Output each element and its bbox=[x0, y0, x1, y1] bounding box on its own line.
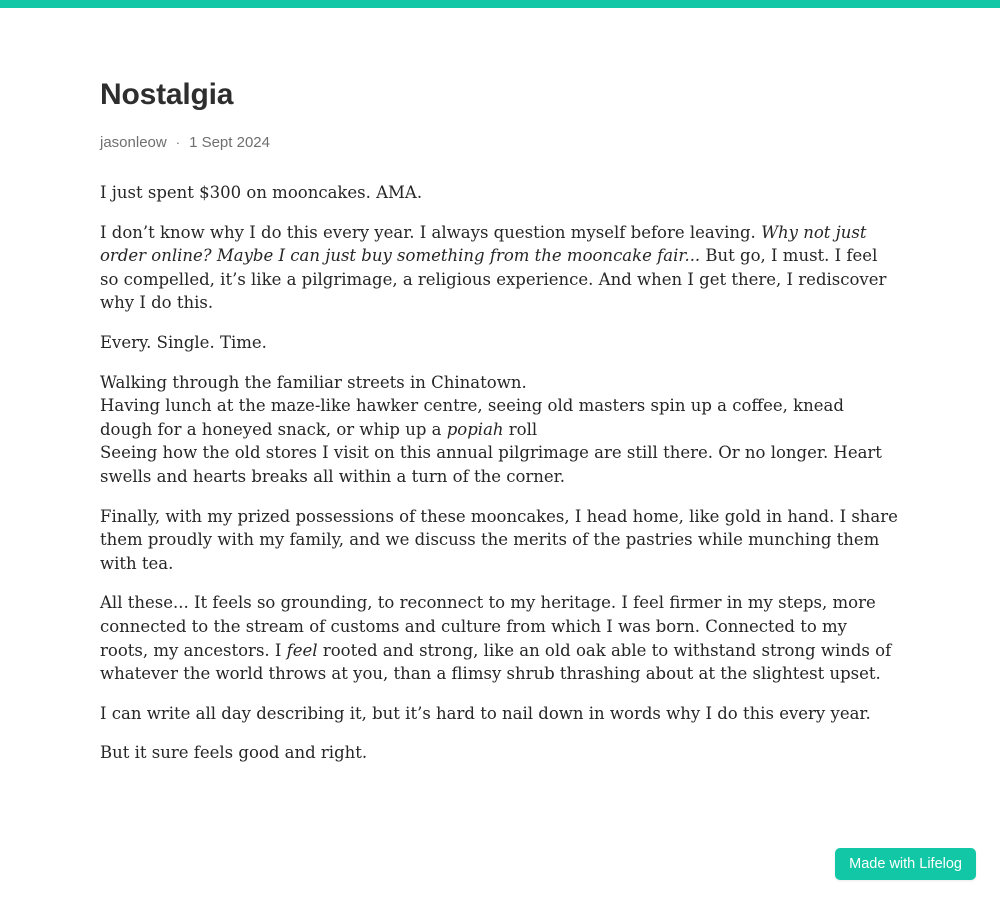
emphasized-text: popiah bbox=[446, 419, 504, 439]
made-with-lifelog-label: Made with Lifelog bbox=[849, 855, 962, 872]
text-segment: I just spent $300 on mooncakes. AMA. bbox=[100, 183, 423, 202]
made-with-lifelog-button[interactable] bbox=[835, 848, 976, 880]
emphasized-text: feel bbox=[286, 640, 318, 660]
text-segment: roll bbox=[503, 419, 538, 439]
post-title: Nostalgia bbox=[100, 78, 234, 111]
text-segment: Finally, with my prized possessions of these mooncakes, I head home, like gold in hand. I share them proudly with my family, and we discuss the merits of the pastries while munching them with tea. bbox=[100, 506, 898, 573]
text-segment: Seeing how the old stores I visit on this annual pilgrimage are still there. Or no longer. Heart swells and hearts breaks all within a turn of the corner. bbox=[100, 443, 882, 486]
post-paragraph bbox=[100, 181, 900, 205]
post-date: 1 Sept 2024 bbox=[189, 134, 270, 151]
emphasized-text: Why not just order online? Maybe I can just buy something from the mooncake fair... bbox=[100, 222, 867, 266]
post-paragraph bbox=[100, 221, 900, 315]
post-paragraph bbox=[100, 505, 900, 576]
text-segment: Walking through the familiar streets in Chinatown. bbox=[100, 372, 527, 392]
post-paragraph bbox=[100, 702, 900, 726]
text-segment: Every. Single. Time. bbox=[100, 332, 267, 352]
byline-separator: · bbox=[175, 135, 181, 150]
text-segment: But go, I must. I feel so compelled, it’s like a pilgrimage, a religious experience. And when I get there, I rediscover why I do this. bbox=[100, 246, 887, 313]
text-segment: All these... It feels so grounding, to reconnect to my heritage. I feel firmer in my steps, more connected to the stream of customs and culture from which I was born. Connected to my roots, my ancestors. I bbox=[100, 593, 876, 660]
byline bbox=[100, 134, 900, 151]
post-container bbox=[97, 78, 903, 901]
post-paragraph bbox=[100, 741, 900, 765]
post-body bbox=[100, 181, 900, 901]
post-paragraph bbox=[100, 331, 900, 355]
top-accent-bar bbox=[0, 0, 1000, 8]
text-segment: rooted and strong, like an old oak able to withstand strong winds of whatever the world throws at you, than a flimsy shrub thrashing about at the slightest upset. bbox=[100, 640, 892, 684]
text-segment: I can write all day describing it, but it’s hard to nail down in words why I do this every year. bbox=[100, 703, 871, 723]
post-paragraph bbox=[100, 371, 900, 489]
author-link[interactable]: jasonleow bbox=[100, 134, 167, 151]
text-segment: I don’t know why I do this every year. I always question myself before leaving. bbox=[100, 222, 762, 242]
text-segment: But it sure feels good and right. bbox=[100, 743, 368, 763]
post-paragraph bbox=[100, 591, 900, 685]
text-segment: Having lunch at the maze-like hawker centre, seeing old masters spin up a coffee, knead dough for a honeyed snack, or whip up a bbox=[100, 396, 844, 439]
